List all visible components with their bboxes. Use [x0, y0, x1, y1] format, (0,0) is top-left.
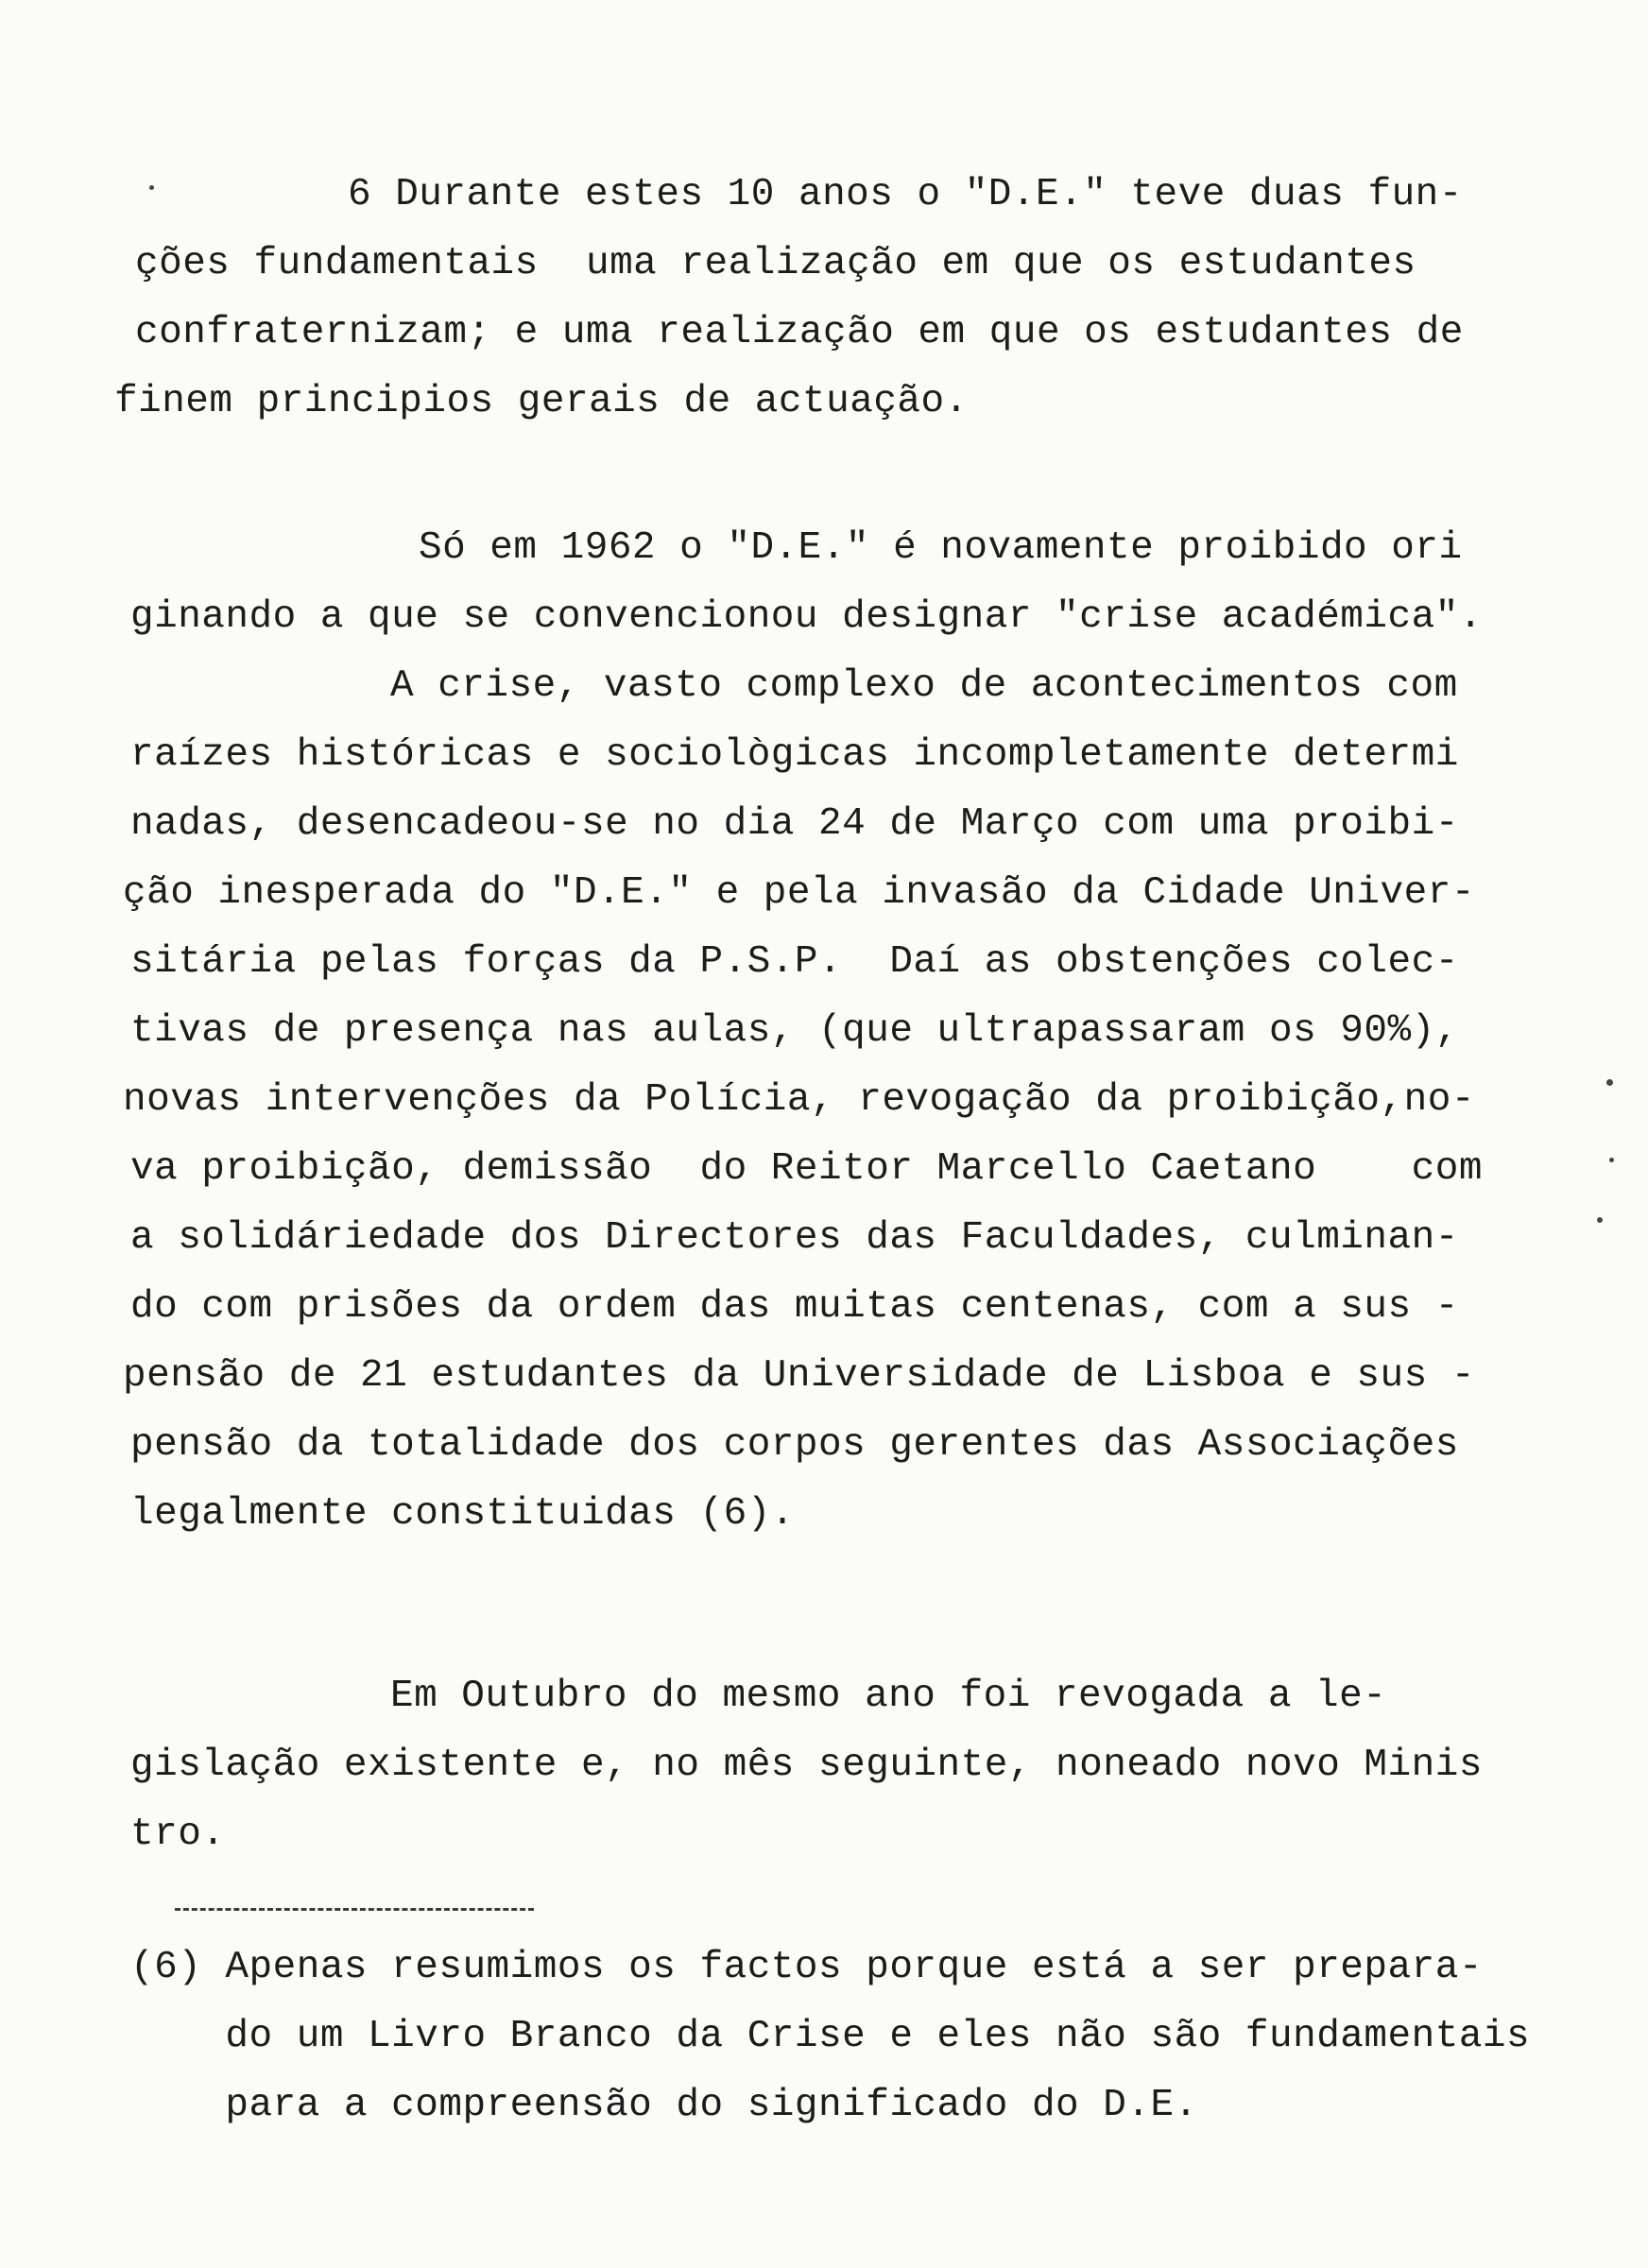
scan-speck [1609, 1158, 1614, 1162]
text-line: pensão de 21 estudantes da Universidade de Lisboa e sus - [123, 1354, 1475, 1398]
text-line: gislação existente e, no mês seguinte, noneado novo Minis [130, 1744, 1483, 1787]
footnote-separator [175, 1908, 534, 1911]
text-line: A crise, vasto complexo de acontecimentos com [390, 664, 1458, 708]
text-line: tivas de presença nas aulas, (que ultrapassaram os 90%), [130, 1009, 1459, 1053]
footnote-line: do um Livro Branco da Crise e eles não são fundamentais [130, 2015, 1531, 2058]
text-line: confraternizam; e uma realização em que os estudantes de [135, 311, 1464, 354]
text-line: a solidáriedade dos Directores das Faculdades, culminan- [130, 1216, 1459, 1260]
scan-speck [1597, 1217, 1603, 1223]
text-line: nadas, desencadeou-se no dia 24 de Março com uma proibi- [130, 802, 1459, 846]
text-line: Só em 1962 o "D.E." é novamente proibido ori [419, 526, 1463, 570]
scan-speck [149, 185, 154, 190]
text-line: tro. [130, 1813, 226, 1856]
text-line: legalmente constituidas (6). [130, 1492, 795, 1536]
text-line: raízes históricas e sociològicas incompletamente determi [130, 733, 1459, 777]
text-line: finem principios gerais de actuação. [114, 380, 969, 423]
text-line: pensão da totalidade dos corpos gerentes das Associações [130, 1423, 1459, 1467]
footnote-line: (6) Apenas resumimos os factos porque está a ser prepara- [130, 1946, 1483, 1989]
text-line: ções fundamentais uma realização em que os estudantes [135, 242, 1416, 285]
text-line: novas intervenções da Polícia, revogação da proibição,no- [123, 1078, 1475, 1122]
footnote-line: para a compreensão do significado do D.E. [130, 2084, 1198, 2127]
text-line: va proibição, demissão do Reitor Marcello Caetano com [130, 1147, 1483, 1191]
text-line: ção inesperada do "D.E." e pela invasão da Cidade Univer- [123, 871, 1475, 915]
scan-speck [1606, 1079, 1613, 1086]
text-line: do com prisões da ordem das muitas centenas, com a sus - [130, 1285, 1459, 1329]
text-line: sitária pelas forças da P.S.P. Daí as obstenções colec- [130, 940, 1459, 984]
text-line: Em Outubro do mesmo ano foi revogada a le- [390, 1675, 1387, 1718]
text-line: ginando a que se convencionou designar "crise académica". [130, 595, 1483, 639]
text-line: 6 Durante estes 10 anos o "D.E." teve duas fun- [348, 173, 1463, 216]
